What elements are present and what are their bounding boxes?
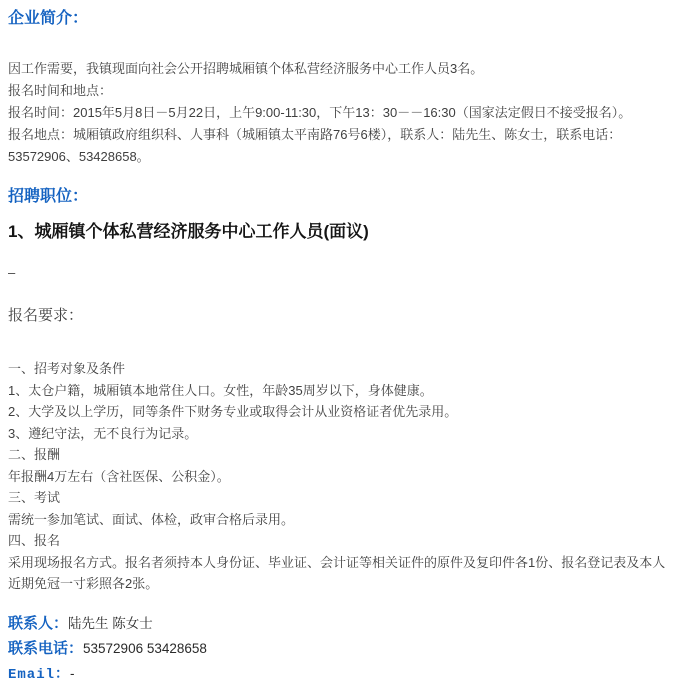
intro-line-time-place-label: 报名时间和地点： <box>8 83 113 98</box>
job-title: 1、城厢镇个体私营经济服务中心工作人员(面议) <box>8 222 369 241</box>
contact-phone-row <box>8 640 673 657</box>
company-intro-heading: 企业简介： <box>8 10 89 27</box>
requirement-line: 四、报名 <box>8 533 61 548</box>
salary-dash: – <box>8 265 16 280</box>
contact-section <box>8 615 673 684</box>
contact-phone-label: 联系电话： <box>8 639 84 657</box>
contact-email-row <box>8 665 673 684</box>
company-intro-paragraph <box>8 58 673 168</box>
requirement-line: 二、报酬 <box>8 447 61 462</box>
intro-line-recruit-notice: 因工作需要，我镇现面向社会公开招聘城厢镇个体私营经济服务中心工作人员3名。 <box>8 61 484 76</box>
intro-line-signup-time: 报名时间：2015年5月8日－5月22日，上午9:00-11:30，下午13：30－－16:30（国家法定假日不接受报名）。 <box>8 105 632 120</box>
requirements-list <box>8 358 673 595</box>
intro-line-signup-place: 报名地点：城厢镇政府组织科、人事科（城厢镇太平南路76号6楼），联系人：陆先生、陈女士，联系电话：53572906、53428658。 <box>8 127 622 164</box>
requirement-line: 采用现场报名方式。报名者须持本人身份证、毕业证、会计证等相关证件的原件及复印件各1份、报名登记表及本人近期免冠一寸彩照各2张。 <box>8 554 666 591</box>
jobs-heading: 招聘职位： <box>8 188 89 205</box>
requirement-line: 年报酬4万左右（含社医保、公积金）。 <box>8 468 230 484</box>
requirement-line: 一、招考对象及条件 <box>8 361 126 376</box>
requirement-line: 需统一参加笔试、面试、体检，政审合格后录用。 <box>8 511 295 527</box>
contact-email-label: Email： <box>8 666 71 683</box>
contact-email-value: - <box>70 665 75 681</box>
requirements-heading: 报名要求： <box>8 307 84 324</box>
contact-phone-value: 53572906 53428658 <box>83 640 207 656</box>
requirement-line: 1、太仓户籍，城厢镇本地常住人口。女性，年龄35周岁以下，身体健康。 <box>8 382 433 398</box>
requirement-line: 三、考试 <box>8 490 61 505</box>
contact-name-row <box>8 615 673 632</box>
requirement-line: 2、大学及以上学历，同等条件下财务专业或取得会计从业资格证者优先录用。 <box>8 404 458 419</box>
contact-name-value: 陆先生 陈女士 <box>68 615 153 631</box>
requirement-line: 3、遵纪守法，无不良行为记录。 <box>8 425 198 441</box>
contact-name-label: 联系人： <box>8 614 69 632</box>
